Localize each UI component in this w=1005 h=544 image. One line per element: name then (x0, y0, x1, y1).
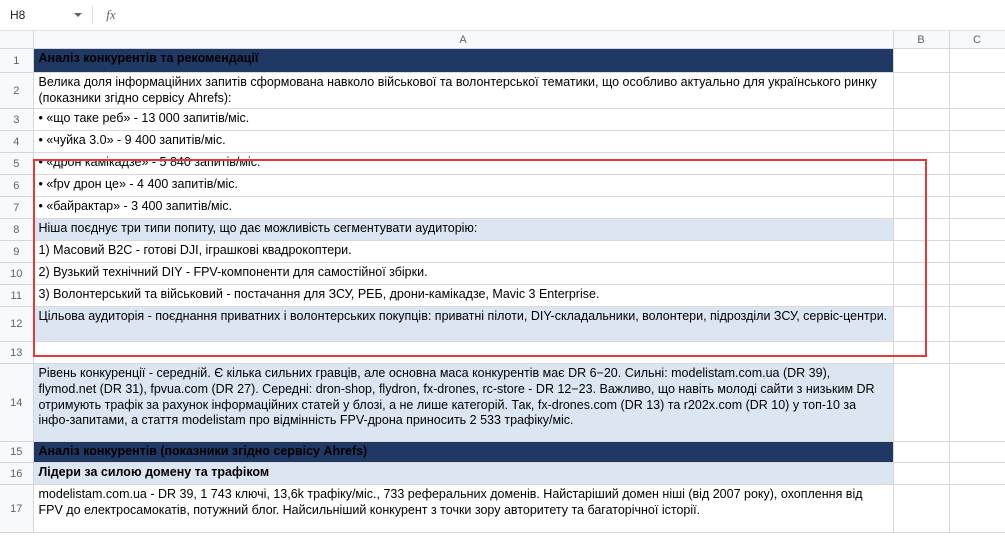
table-row (0, 485, 1005, 533)
cell-a13[interactable] (33, 342, 893, 364)
table-row (0, 49, 1005, 73)
table-row (0, 307, 1005, 342)
table-row (0, 442, 1005, 463)
cell-c14[interactable] (949, 364, 1005, 442)
row-header[interactable]: 5 (0, 153, 33, 175)
cell-c5[interactable] (949, 153, 1005, 175)
table-row (0, 131, 1005, 153)
cell-c15[interactable] (949, 442, 1005, 463)
table-row (0, 197, 1005, 219)
cell-a3[interactable]: • «що таке реб» - 13 000 запитів/міс. (33, 109, 893, 131)
row-header[interactable]: 15 (0, 442, 33, 463)
row-header[interactable]: 1 (0, 49, 33, 73)
table-row (0, 219, 1005, 241)
cell-c3[interactable] (949, 109, 1005, 131)
cell-b17[interactable] (893, 485, 949, 533)
cell-c17[interactable] (949, 485, 1005, 533)
name-box[interactable] (0, 0, 92, 30)
row-header[interactable]: 11 (0, 285, 33, 307)
cell-c11[interactable] (949, 285, 1005, 307)
cell-b11[interactable] (893, 285, 949, 307)
cell-b3[interactable] (893, 109, 949, 131)
table-row (0, 263, 1005, 285)
row-header[interactable]: 14 (0, 364, 33, 442)
cell-a11[interactable]: 3) Волонтерський та військовий - постачання для ЗСУ, РЕБ, дрони-камікадзе, Mavic 3 Enterprise. (33, 285, 893, 307)
row-header[interactable]: 10 (0, 263, 33, 285)
row-header[interactable]: 2 (0, 73, 33, 109)
row-header[interactable]: 16 (0, 463, 33, 485)
select-all-corner[interactable] (0, 31, 33, 49)
cell-a14[interactable]: Рівень конкуренції - середній. Є кілька сильних гравців, але основна маса конкурентів має DR 6−20. Сильні: modelistam.com.ua (DR 39), flymod.net (DR 31), fpvua.com (DR 27). Середні: dron-shop, flydron, fx-drones, rc-store - DR 12−23. Важливо, що навіть молоді сайти з низьким DR отримують трафік за рахунок інформаційних статей у блозі, а не лише категорій. Так, fx-drones.com (DR 13) та r202x.com (DR 10) у топ-10 за інфо-запитами, а стаття modelistam про відмінність FPV-дрона приносить 2 533 трафіку/міс. (33, 364, 893, 442)
table-row (0, 285, 1005, 307)
cell-c13[interactable] (949, 342, 1005, 364)
table-row (0, 153, 1005, 175)
cell-a5[interactable]: • «дрон камікадзе» - 5 840 запитів/міс. (33, 153, 893, 175)
cell-c2[interactable] (949, 73, 1005, 109)
cell-a10[interactable]: 2) Вузький технічний DIY - FPV-компоненти для самостійної збірки. (33, 263, 893, 285)
chevron-down-icon[interactable] (74, 13, 82, 17)
sheet-table (0, 31, 1005, 533)
column-header-c[interactable]: C (949, 31, 1005, 49)
cell-a15[interactable]: Аналіз конкурентів (показники згідно сервісу Ahrefs) (33, 442, 893, 463)
cell-b10[interactable] (893, 263, 949, 285)
cell-b7[interactable] (893, 197, 949, 219)
cell-c1[interactable] (949, 49, 1005, 73)
cell-b14[interactable] (893, 364, 949, 442)
table-row (0, 463, 1005, 485)
row-header[interactable]: 13 (0, 342, 33, 364)
cell-a9[interactable]: 1) Масовий B2C - готові DJI, іграшкові квадрокоптери. (33, 241, 893, 263)
cell-b15[interactable] (893, 442, 949, 463)
table-row (0, 73, 1005, 109)
cell-c10[interactable] (949, 263, 1005, 285)
name-box-value: H8 (10, 8, 26, 22)
cell-b12[interactable] (893, 307, 949, 342)
table-row (0, 342, 1005, 364)
row-header[interactable]: 12 (0, 307, 33, 342)
fx-icon: fx (106, 7, 116, 22)
cell-c12[interactable] (949, 307, 1005, 342)
row-header[interactable]: 7 (0, 197, 33, 219)
cell-a8[interactable]: Ніша поєднує три типи попиту, що дає можливість сегментувати аудиторію: (33, 219, 893, 241)
cell-c4[interactable] (949, 131, 1005, 153)
row-header[interactable]: 8 (0, 219, 33, 241)
sheet-grid[interactable] (0, 31, 1005, 544)
row-header[interactable]: 9 (0, 241, 33, 263)
column-header-a[interactable]: A (33, 31, 893, 49)
row-header[interactable]: 3 (0, 109, 33, 131)
cell-b8[interactable] (893, 219, 949, 241)
cell-b6[interactable] (893, 175, 949, 197)
column-header-row (0, 31, 1005, 49)
formula-input[interactable] (129, 0, 1005, 30)
cell-b13[interactable] (893, 342, 949, 364)
row-header[interactable]: 4 (0, 131, 33, 153)
cell-a16[interactable]: Лідери за силою домену та трафіком (33, 463, 893, 485)
cell-a17[interactable]: modelistam.com.ua - DR 39, 1 743 ключі, 13,6k трафіку/міс., 733 реферальних доменів. Найстаріший домен ніші (від 2007 року), охоплення від FPV до електросамокатів, потужний блог. Найсильніший конкурент з точки зору авторитету та багаторічної історії. (33, 485, 893, 533)
table-row (0, 364, 1005, 442)
cell-b9[interactable] (893, 241, 949, 263)
sheet-body (0, 49, 1005, 533)
table-row (0, 109, 1005, 131)
cell-a4[interactable]: • «чуйка 3.0» - 9 400 запитів/міс. (33, 131, 893, 153)
cell-a6[interactable]: • «fpv дрон це» - 4 400 запитів/міс. (33, 175, 893, 197)
cell-c9[interactable] (949, 241, 1005, 263)
cell-b4[interactable] (893, 131, 949, 153)
cell-b16[interactable] (893, 463, 949, 485)
cell-c7[interactable] (949, 197, 1005, 219)
formula-bar (0, 0, 1005, 31)
row-header[interactable]: 17 (0, 485, 33, 533)
cell-b2[interactable] (893, 73, 949, 109)
row-header[interactable]: 6 (0, 175, 33, 197)
cell-c16[interactable] (949, 463, 1005, 485)
cell-a7[interactable]: • «байрактар» - 3 400 запитів/міс. (33, 197, 893, 219)
column-header-b[interactable]: B (893, 31, 949, 49)
cell-a12[interactable]: Цільова аудиторія - поєднання приватних і волонтерських покупців: приватні пілоти, DIY-складальники, волонтери, підрозділи ЗСУ, сервіс-центри. (33, 307, 893, 342)
cell-b5[interactable] (893, 153, 949, 175)
table-row (0, 241, 1005, 263)
cell-c8[interactable] (949, 219, 1005, 241)
cell-a2[interactable]: Велика доля інформаційних запитів сформована навколо військової та волонтерської тематики, що особливо актуально для українського ринку (показники згідно сервісу Ahrefs): (33, 73, 893, 109)
cell-a1[interactable]: Аналіз конкурентів та рекомендації (33, 49, 893, 73)
table-row (0, 175, 1005, 197)
cell-c6[interactable] (949, 175, 1005, 197)
cell-b1[interactable] (893, 49, 949, 73)
